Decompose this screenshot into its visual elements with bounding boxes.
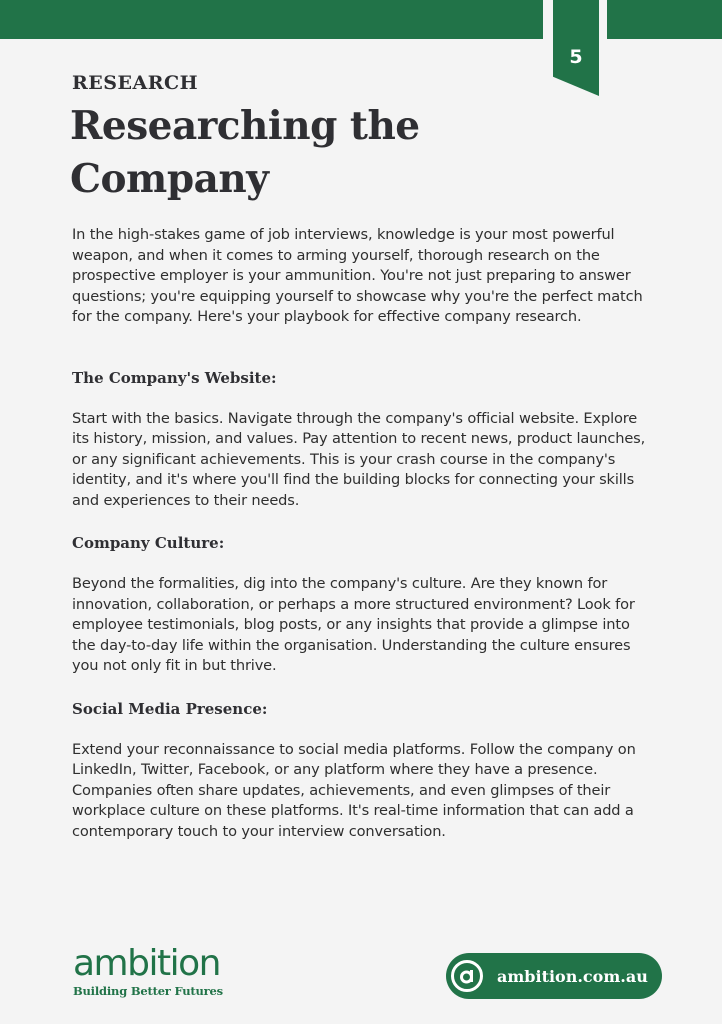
section-heading: Company Culture: (72, 534, 225, 552)
logo-wordmark: ambition (73, 943, 220, 984)
header-bar-left (0, 0, 543, 39)
website-url[interactable]: ambition.com.au (497, 966, 648, 986)
page-title (70, 100, 510, 206)
section-heading: The Company's Website: (72, 368, 277, 387)
section-company-culture (72, 533, 652, 677)
logo-tagline: Building Better Futures (73, 984, 223, 998)
section-paragraph: Start with the basics. Navigate through the company's official website. Explore its history, mission, and values. Pay attention to recent news, product launches, or any significant achievements. This is your crash course in the company's identity, and it's where you'll find the building blocks for connecting your skills and experiences to their needs. (72, 409, 646, 509)
page-number: 5 (569, 46, 583, 68)
section-company-website (72, 368, 652, 512)
section-social-media (72, 699, 652, 843)
intro-paragraph: In the high-stakes game of job interviews, knowledge is your most powerful weapon, and when it comes to arming yourself, thorough research on the prospective employer is your ammunition. You're not just preparing to answer questions; you're equipping yourself to showcase why you're the perfect match for the company. Here's your playbook for effective company research. (72, 226, 643, 325)
page-title-line-2: Company (70, 156, 269, 202)
header-bar-right (607, 0, 722, 39)
website-link[interactable] (446, 953, 662, 999)
section-label: RESEARCH (72, 72, 199, 94)
ambition-logo (73, 945, 223, 998)
section-paragraph: Extend your reconnaissance to social media platforms. Follow the company on LinkedIn, Twitter, Facebook, or any platform where they have a presence. Companies often share updates, achievements, and even glimpses of their workplace culture on these platforms. It's real-time information that can add a contemporary touch to your interview conversation. (72, 740, 636, 840)
page-title-line-1: Researching the (70, 103, 420, 149)
section-heading: Social Media Presence: (72, 699, 268, 718)
section-paragraph: Beyond the formalities, dig into the company's culture. Are they known for innovation, collaboration, or perhaps a more structured environment? Look for employee testimonials, blog posts, or any insights that provide a glimpse into the day-to-day life within the organisation. Understanding the culture ensures you not only fit in but thrive. (72, 575, 635, 674)
article-body (72, 225, 652, 864)
ambition-a-icon (451, 960, 483, 992)
